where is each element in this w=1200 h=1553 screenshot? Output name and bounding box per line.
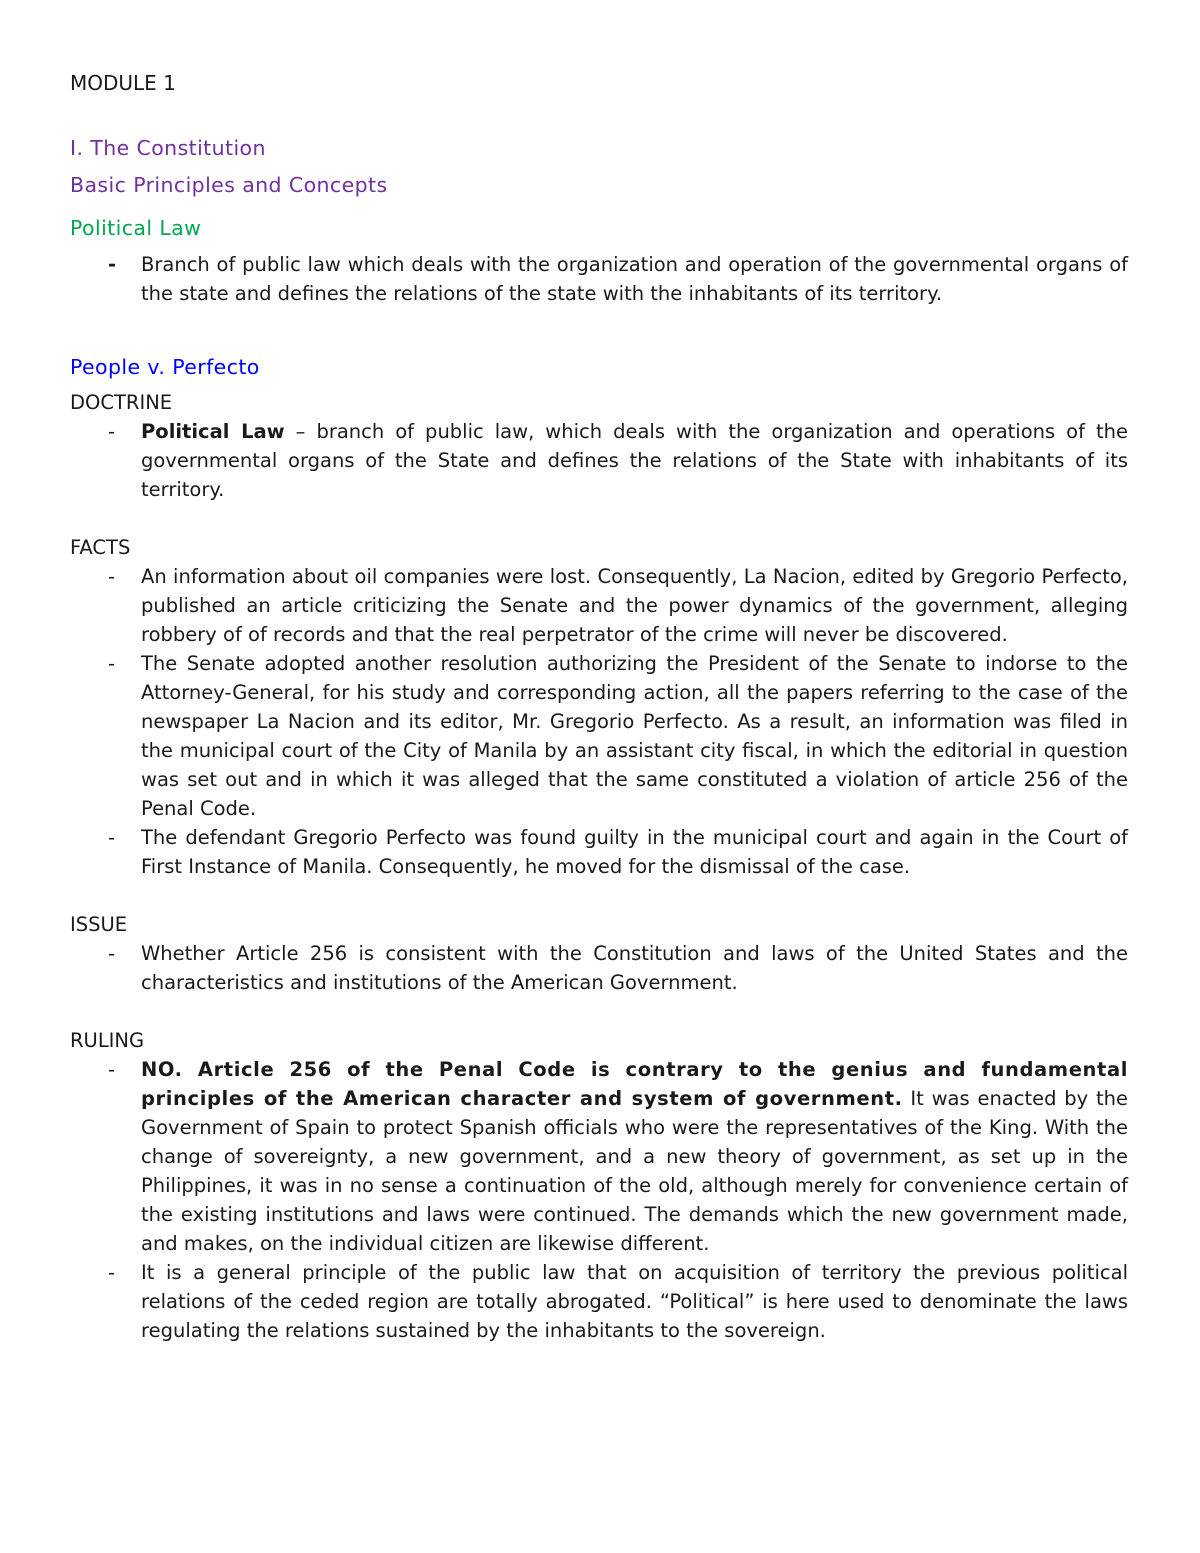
fact-text: The Senate adopted another resolution authorizing the President of the Senate to indorse to the Attorney-General, for his study and corresponding action, all the papers referring to the case of the newspaper La Nacion and its editor, Mr. Gregorio Perfecto. As a result, an information was filed in the municipal court of the City of Manila by an assistant city fiscal, in which the editorial in question was set out and in which it was alleged that the same constituted a violation of article 256 of the Penal Code. xyxy=(141,652,1128,820)
doctrine-term: Political Law xyxy=(141,420,285,443)
bullet-dash: - xyxy=(108,652,116,675)
ruling-holding-text: It was enacted by the Government of Spain to protect Spanish officials who were the representatives of the King. With the change of sovereignty, a new government, and a new theory of government, as set up in the Philippines, it was in no sense a continuation of the old, although merely for convenience certain of the existing institutions and laws were continued. The demands which the new government made, and makes, on the individual citizen are likewise different. xyxy=(141,1087,1128,1255)
bullet-dash: - xyxy=(108,420,116,443)
doctrine-label: DOCTRINE xyxy=(70,391,173,414)
ruling-label: RULING xyxy=(70,1029,145,1052)
bullet-dash: - xyxy=(108,565,116,588)
case-title: People v. Perfecto xyxy=(70,355,260,379)
fact-text: An information about oil companies were lost. Consequently, La Nacion, edited by Gregorio Perfecto, published an article criticizing the Senate and the power dynamics of the government, alleging robbery of of records and that the real perpetrator of the crime will never be discovered. xyxy=(141,565,1128,646)
list-item xyxy=(70,1258,1128,1345)
list-item xyxy=(70,939,1128,997)
section-subtitle: Basic Principles and Concepts xyxy=(70,173,388,197)
section-title: I. The Constitution xyxy=(70,136,266,160)
facts-list xyxy=(70,562,1128,881)
political-law-definition: Branch of public law which deals with the organization and operation of the governmental organs of the state and defines the relations of the state with the inhabitants of its territory. xyxy=(141,253,1128,305)
issue-label: ISSUE xyxy=(70,913,128,936)
list-item xyxy=(70,649,1128,823)
list-item xyxy=(70,1055,1128,1258)
list-item xyxy=(70,823,1128,881)
list-item xyxy=(70,250,1128,308)
doctrine-text: – branch of public law, which deals with the organization and operations of the governmental organs of the State and defines the relations of the State with inhabitants of its territory. xyxy=(141,420,1128,501)
doctrine-list xyxy=(70,417,1128,504)
bullet-dash: - xyxy=(108,1261,116,1284)
bullet-dash: - xyxy=(108,1058,116,1081)
bullet-dash: - xyxy=(108,942,116,965)
topic-heading: Political Law xyxy=(70,216,202,240)
political-law-list xyxy=(70,250,1128,308)
bullet-dash: - xyxy=(108,253,117,276)
ruling-holding: NO. Article 256 of the Penal Code is contrary to the genius and fundamental principles of the American character and system of government. xyxy=(141,1058,1128,1110)
ruling-text: It is a general principle of the public law that on acquisition of territory the previous political relations of the ceded region are totally abrogated. “Political” is here used to denominate the laws regulating the relations sustained by the inhabitants to the sovereign. xyxy=(141,1261,1128,1342)
bullet-dash: - xyxy=(108,826,116,849)
list-item xyxy=(70,562,1128,649)
ruling-list xyxy=(70,1055,1128,1345)
issue-list xyxy=(70,939,1128,997)
list-item xyxy=(70,417,1128,504)
module-title: MODULE 1 xyxy=(70,71,176,95)
fact-text: The defendant Gregorio Perfecto was found guilty in the municipal court and again in the Court of First Instance of Manila. Consequently, he moved for the dismissal of the case. xyxy=(141,826,1128,878)
issue-text: Whether Article 256 is consistent with the Constitution and laws of the United States and the characteristics and institutions of the American Government. xyxy=(141,942,1128,994)
facts-label: FACTS xyxy=(70,536,131,559)
